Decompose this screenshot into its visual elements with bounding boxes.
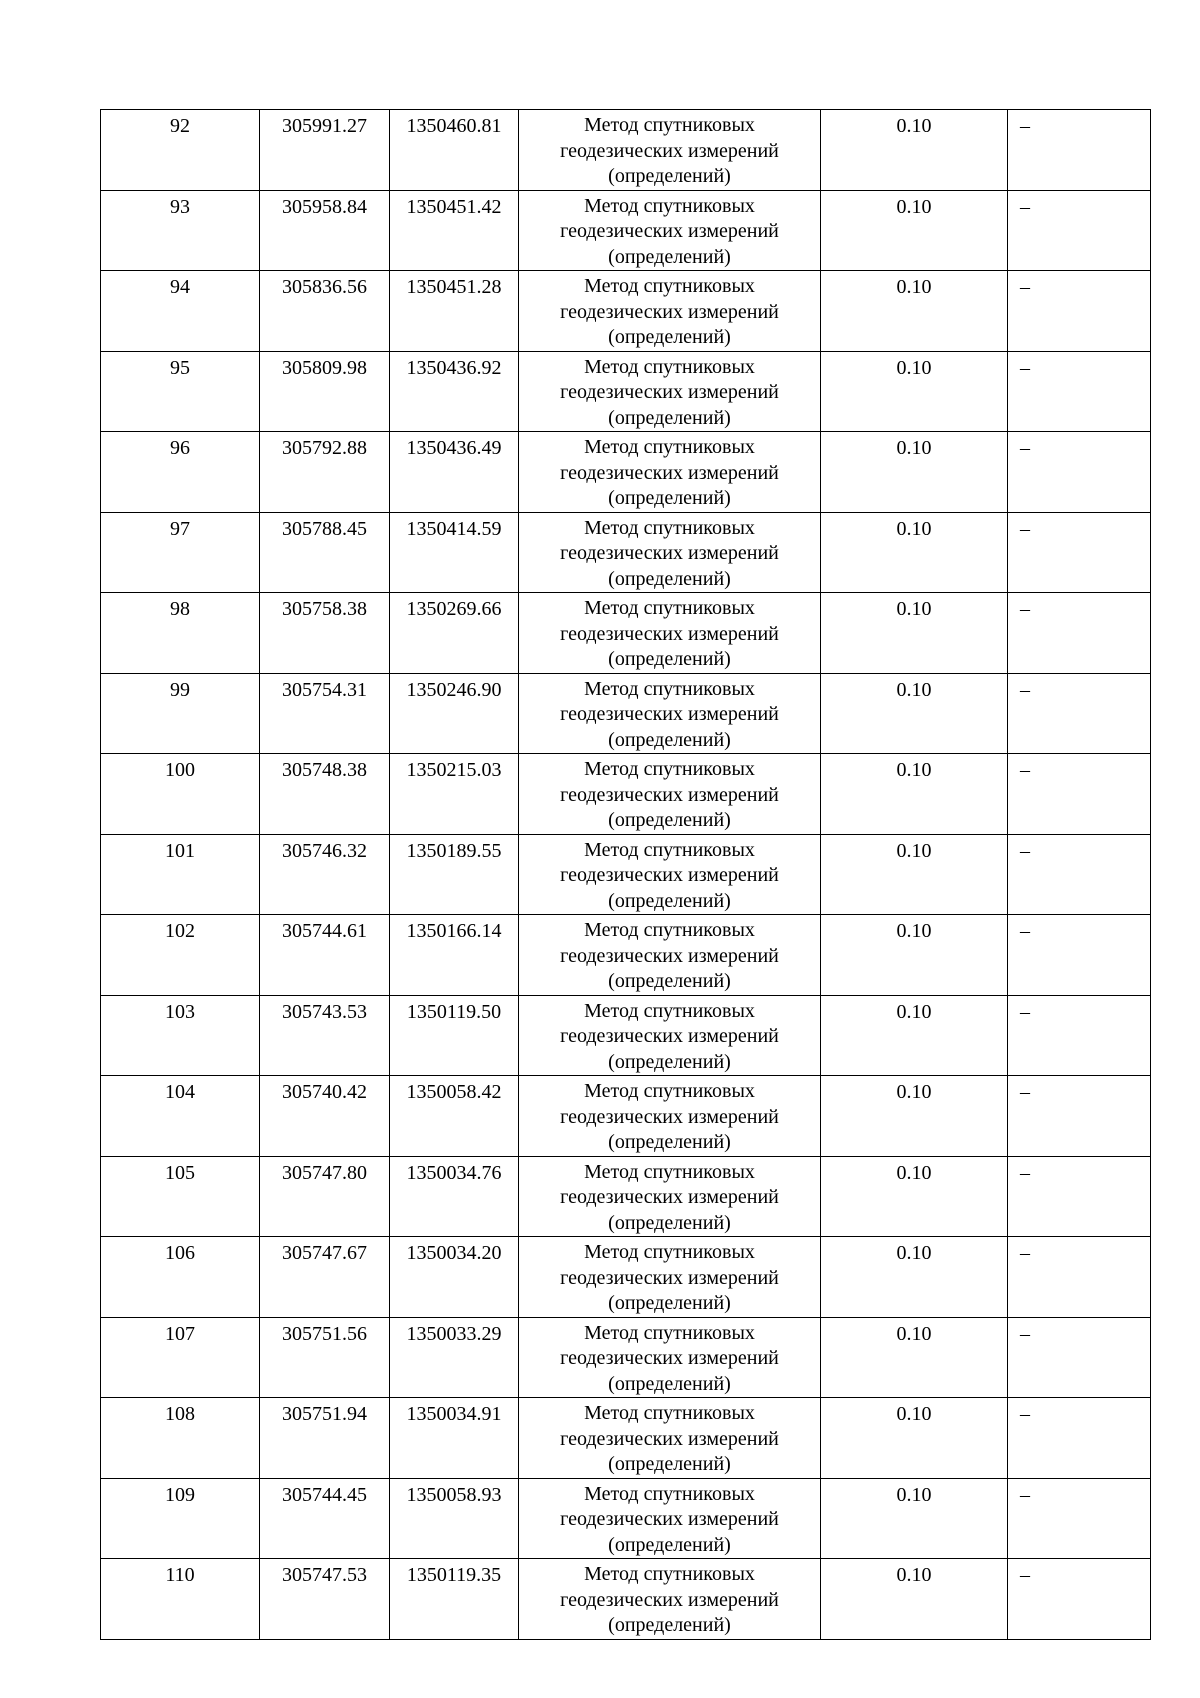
method-text-line: Метод спутниковых — [584, 194, 755, 217]
method-text-line: Метод спутниковых — [584, 758, 755, 780]
x-coordinate-cell: 305746.32 — [260, 834, 390, 915]
x-coordinate-cell: 305751.56 — [260, 1317, 390, 1398]
method-text-line: (определений) — [608, 1453, 731, 1475]
table-row — [101, 1156, 1151, 1237]
description-cell: – — [1008, 351, 1151, 432]
method-text-line: (определений) — [608, 487, 731, 509]
x-coordinate-cell: 305754.31 — [260, 673, 390, 754]
method-cell — [519, 190, 821, 271]
y-coordinate-cell: 1350034.76 — [390, 1156, 519, 1237]
method-cell — [519, 512, 821, 593]
accuracy-cell: 0.10 — [821, 915, 1008, 996]
accuracy-cell: 0.10 — [821, 1317, 1008, 1398]
table-row — [101, 995, 1151, 1076]
method-text-line: Метод спутниковых — [584, 355, 755, 378]
method-cell — [519, 1076, 821, 1157]
method-cell — [519, 995, 821, 1076]
point-number-cell: 106 — [101, 1237, 260, 1318]
method-text-line: геодезических измерений — [560, 1508, 779, 1530]
table-row — [101, 271, 1151, 352]
accuracy-cell: 0.10 — [821, 1156, 1008, 1237]
method-text-line: Метод спутниковых — [584, 999, 755, 1022]
y-coordinate-cell: 1350166.14 — [390, 915, 519, 996]
y-coordinate-cell: 1350034.20 — [390, 1237, 519, 1318]
description-cell: – — [1008, 1156, 1151, 1237]
method-text-line: геодезических измерений — [560, 1266, 779, 1289]
method-text-line: (определений) — [608, 1050, 731, 1073]
accuracy-cell: 0.10 — [821, 1559, 1008, 1640]
y-coordinate-cell: 1350269.66 — [390, 593, 519, 674]
description-cell: – — [1008, 1478, 1151, 1559]
method-text-line: (определений) — [608, 889, 731, 912]
table-row — [101, 1559, 1151, 1640]
y-coordinate-cell: 1350119.50 — [390, 995, 519, 1076]
table-body — [101, 110, 1151, 1640]
x-coordinate-cell: 305740.42 — [260, 1076, 390, 1157]
method-text-line: Метод спутниковых — [584, 919, 755, 941]
description-cell: – — [1008, 1559, 1151, 1640]
x-coordinate-cell: 305792.88 — [260, 432, 390, 513]
method-text-line: Метод спутниковых — [584, 516, 755, 539]
method-text-line: (определений) — [608, 165, 731, 187]
method-text-line: (определений) — [608, 1614, 731, 1636]
method-cell — [519, 432, 821, 513]
method-text-line: (определений) — [608, 1292, 731, 1314]
method-text-line: геодезических измерений — [560, 1186, 779, 1208]
method-text-line: (определений) — [608, 1533, 731, 1556]
method-cell — [519, 271, 821, 352]
point-number-cell: 100 — [101, 754, 260, 835]
method-text-line: геодезических измерений — [560, 783, 779, 806]
accuracy-cell: 0.10 — [821, 512, 1008, 593]
method-text-line: (определений) — [608, 1372, 731, 1395]
method-cell — [519, 110, 821, 191]
method-text-line: (определений) — [608, 809, 731, 831]
description-cell: – — [1008, 1317, 1151, 1398]
y-coordinate-cell: 1350033.29 — [390, 1317, 519, 1398]
point-number-cell: 107 — [101, 1317, 260, 1398]
accuracy-cell: 0.10 — [821, 754, 1008, 835]
accuracy-cell: 0.10 — [821, 1478, 1008, 1559]
method-text-line: (определений) — [608, 648, 731, 670]
table-row — [101, 1398, 1151, 1479]
method-cell — [519, 1559, 821, 1640]
point-number-cell: 95 — [101, 351, 260, 432]
accuracy-cell: 0.10 — [821, 1237, 1008, 1318]
description-cell: – — [1008, 593, 1151, 674]
table-row — [101, 1317, 1151, 1398]
description-cell: – — [1008, 995, 1151, 1076]
point-number-cell: 109 — [101, 1478, 260, 1559]
x-coordinate-cell: 305747.80 — [260, 1156, 390, 1237]
point-number-cell: 103 — [101, 995, 260, 1076]
y-coordinate-cell: 1350451.42 — [390, 190, 519, 271]
method-text-line: (определений) — [608, 970, 731, 992]
accuracy-cell: 0.10 — [821, 190, 1008, 271]
table-row — [101, 190, 1151, 271]
method-text-line: геодезических измерений — [560, 300, 779, 323]
method-text-line: (определений) — [608, 406, 731, 429]
method-text-line: геодезических измерений — [560, 139, 779, 162]
point-number-cell: 105 — [101, 1156, 260, 1237]
point-number-cell: 97 — [101, 512, 260, 593]
x-coordinate-cell: 305747.53 — [260, 1559, 390, 1640]
method-text-line: (определений) — [608, 1131, 731, 1153]
y-coordinate-cell: 1350246.90 — [390, 673, 519, 754]
method-text-line: Метод спутниковых — [584, 275, 755, 297]
table-row — [101, 512, 1151, 593]
method-text-line: (определений) — [608, 1211, 731, 1234]
method-text-line: Метод спутниковых — [584, 1241, 755, 1263]
x-coordinate-cell: 305744.45 — [260, 1478, 390, 1559]
accuracy-cell: 0.10 — [821, 110, 1008, 191]
description-cell: – — [1008, 512, 1151, 593]
y-coordinate-cell: 1350460.81 — [390, 110, 519, 191]
method-text-line: Метод спутниковых — [584, 114, 755, 136]
method-text-line: (определений) — [608, 245, 731, 268]
description-cell: – — [1008, 1237, 1151, 1318]
method-text-line: Метод спутниковых — [584, 1563, 755, 1585]
table-row — [101, 673, 1151, 754]
method-text-line: Метод спутниковых — [584, 597, 755, 619]
method-text-line: геодезических измерений — [560, 864, 779, 886]
method-cell — [519, 1398, 821, 1479]
method-cell — [519, 1156, 821, 1237]
y-coordinate-cell: 1350189.55 — [390, 834, 519, 915]
point-number-cell: 104 — [101, 1076, 260, 1157]
method-text-line: Метод спутниковых — [584, 838, 755, 861]
point-number-cell: 102 — [101, 915, 260, 996]
table-row — [101, 834, 1151, 915]
description-cell: – — [1008, 915, 1151, 996]
y-coordinate-cell: 1350414.59 — [390, 512, 519, 593]
description-cell: – — [1008, 190, 1151, 271]
method-cell — [519, 754, 821, 835]
accuracy-cell: 0.10 — [821, 673, 1008, 754]
method-text-line: геодезических измерений — [560, 622, 779, 645]
table-row — [101, 1237, 1151, 1318]
method-cell — [519, 1478, 821, 1559]
method-text-line: геодезических измерений — [560, 944, 779, 967]
method-text-line: Метод спутниковых — [584, 1321, 755, 1344]
table-row — [101, 1478, 1151, 1559]
description-cell: – — [1008, 1076, 1151, 1157]
method-text-line: геодезических измерений — [560, 220, 779, 242]
accuracy-cell: 0.10 — [821, 1076, 1008, 1157]
coordinates-table — [100, 109, 1151, 1640]
table-row — [101, 754, 1151, 835]
x-coordinate-cell: 305809.98 — [260, 351, 390, 432]
table-row — [101, 432, 1151, 513]
description-cell: – — [1008, 432, 1151, 513]
y-coordinate-cell: 1350058.93 — [390, 1478, 519, 1559]
x-coordinate-cell: 305748.38 — [260, 754, 390, 835]
point-number-cell: 98 — [101, 593, 260, 674]
method-text-line: Метод спутниковых — [584, 1482, 755, 1505]
x-coordinate-cell: 305991.27 — [260, 110, 390, 191]
method-text-line: Метод спутниковых — [584, 436, 755, 458]
point-number-cell: 101 — [101, 834, 260, 915]
method-text-line: геодезических измерений — [560, 703, 779, 725]
x-coordinate-cell: 305751.94 — [260, 1398, 390, 1479]
y-coordinate-cell: 1350058.42 — [390, 1076, 519, 1157]
y-coordinate-cell: 1350436.49 — [390, 432, 519, 513]
method-text-line: геодезических измерений — [560, 1347, 779, 1369]
description-cell: – — [1008, 271, 1151, 352]
accuracy-cell: 0.10 — [821, 432, 1008, 513]
point-number-cell: 92 — [101, 110, 260, 191]
accuracy-cell: 0.10 — [821, 1398, 1008, 1479]
method-text-line: (определений) — [608, 567, 731, 590]
method-cell — [519, 673, 821, 754]
method-text-line: геодезических измерений — [560, 1427, 779, 1450]
x-coordinate-cell: 305747.67 — [260, 1237, 390, 1318]
point-number-cell: 110 — [101, 1559, 260, 1640]
method-text-line: (определений) — [608, 326, 731, 348]
method-text-line: Метод спутниковых — [584, 1080, 755, 1102]
y-coordinate-cell: 1350119.35 — [390, 1559, 519, 1640]
x-coordinate-cell: 305788.45 — [260, 512, 390, 593]
method-cell — [519, 1237, 821, 1318]
method-text-line: геодезических измерений — [560, 1025, 779, 1047]
method-cell — [519, 351, 821, 432]
accuracy-cell: 0.10 — [821, 271, 1008, 352]
method-cell — [519, 593, 821, 674]
method-text-line: Метод спутниковых — [584, 1160, 755, 1183]
method-text-line: геодезических измерений — [560, 461, 779, 484]
x-coordinate-cell: 305744.61 — [260, 915, 390, 996]
point-number-cell: 108 — [101, 1398, 260, 1479]
y-coordinate-cell: 1350215.03 — [390, 754, 519, 835]
description-cell: – — [1008, 754, 1151, 835]
method-text-line: геодезических измерений — [560, 381, 779, 403]
description-cell: – — [1008, 673, 1151, 754]
method-text-line: геодезических измерений — [560, 1588, 779, 1611]
x-coordinate-cell: 305836.56 — [260, 271, 390, 352]
accuracy-cell: 0.10 — [821, 834, 1008, 915]
point-number-cell: 93 — [101, 190, 260, 271]
description-cell: – — [1008, 110, 1151, 191]
y-coordinate-cell: 1350034.91 — [390, 1398, 519, 1479]
method-cell — [519, 915, 821, 996]
method-text-line: (определений) — [608, 728, 731, 751]
accuracy-cell: 0.10 — [821, 995, 1008, 1076]
point-number-cell: 94 — [101, 271, 260, 352]
accuracy-cell: 0.10 — [821, 351, 1008, 432]
point-number-cell: 96 — [101, 432, 260, 513]
method-text-line: геодезических измерений — [560, 542, 779, 564]
table-row — [101, 915, 1151, 996]
method-text-line: геодезических измерений — [560, 1105, 779, 1128]
table-row — [101, 1076, 1151, 1157]
x-coordinate-cell: 305743.53 — [260, 995, 390, 1076]
table-row — [101, 351, 1151, 432]
x-coordinate-cell: 305758.38 — [260, 593, 390, 674]
point-number-cell: 99 — [101, 673, 260, 754]
description-cell: – — [1008, 834, 1151, 915]
accuracy-cell: 0.10 — [821, 593, 1008, 674]
method-text-line: Метод спутниковых — [584, 677, 755, 700]
description-cell: – — [1008, 1398, 1151, 1479]
y-coordinate-cell: 1350436.92 — [390, 351, 519, 432]
x-coordinate-cell: 305958.84 — [260, 190, 390, 271]
table-row — [101, 593, 1151, 674]
method-text-line: Метод спутниковых — [584, 1402, 755, 1424]
method-cell — [519, 834, 821, 915]
table-row — [101, 110, 1151, 191]
y-coordinate-cell: 1350451.28 — [390, 271, 519, 352]
method-cell — [519, 1317, 821, 1398]
